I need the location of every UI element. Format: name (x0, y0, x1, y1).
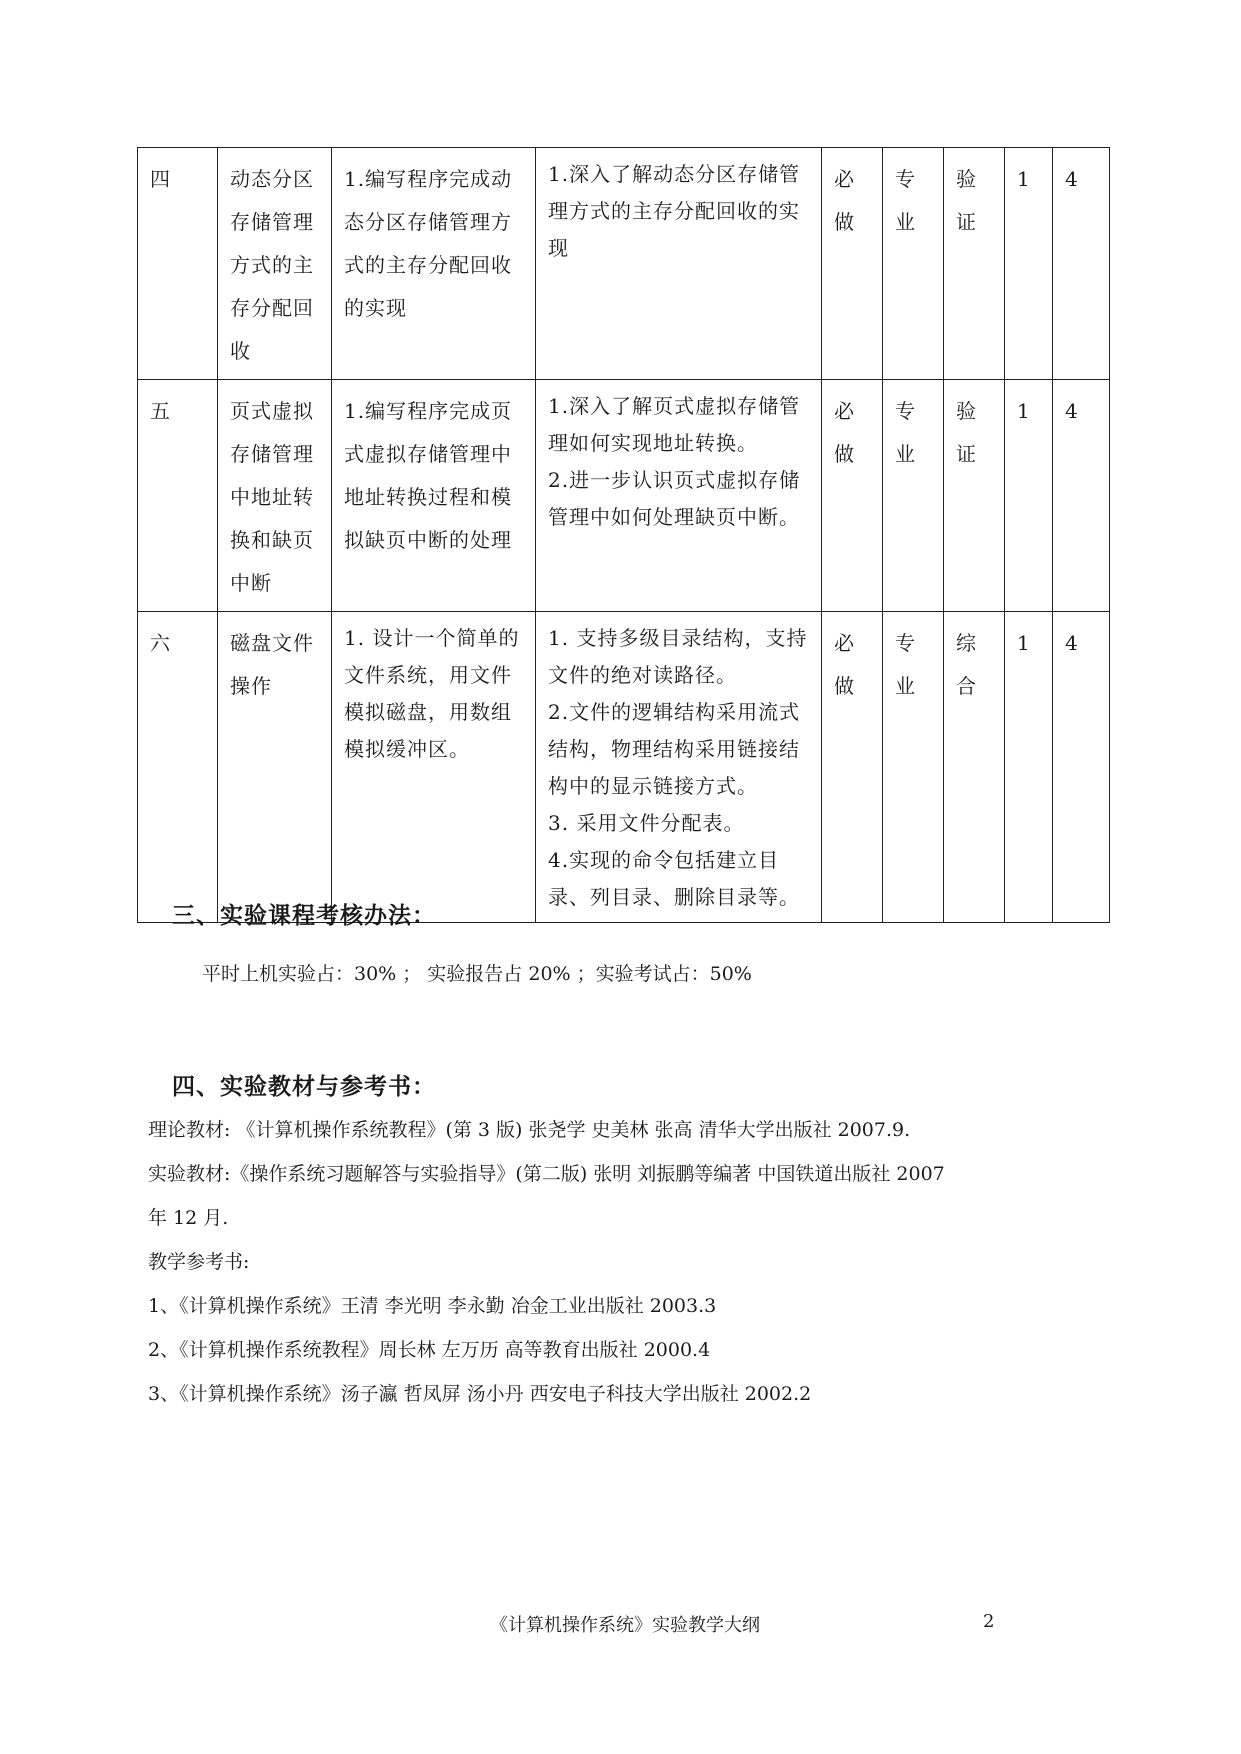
section-heading-textbooks: 四、实验教材与参考书： (172, 1074, 436, 1100)
table-row (138, 148, 1110, 380)
experiment-category: 专业 (883, 148, 944, 380)
experiment-groups: 1 (1005, 612, 1053, 923)
experiment-content: 1. 设计一个简单的文件系统，用文件模拟磁盘，用数组模拟缓冲区。 (332, 612, 536, 923)
experiment-hours: 4 (1053, 612, 1110, 923)
requirement-item: 2.文件的逻辑结构采用流式结构，物理结构采用链接结构中的显示链接方式。 (548, 700, 801, 798)
experiment-category: 专业 (883, 380, 944, 612)
experiment-type: 必做 (822, 612, 883, 923)
table-row (138, 612, 1110, 923)
experiment-number: 四 (138, 148, 218, 380)
experiment-content: 1.编写程序完成动态分区存储管理方式的主存分配回收的实现 (332, 148, 536, 380)
lab-textbook: 实验教材:《操作系统习题解答与实验指导》(第二版) 张明 刘振鹏等编著 中国铁道出版社 2007 (148, 1163, 945, 1185)
references-label: 教学参考书: (148, 1251, 250, 1273)
experiment-groups: 1 (1005, 380, 1053, 612)
requirement-item: 1.深入了解动态分区存储管理方式的主存分配回收的实现 (548, 162, 801, 260)
experiment-nature: 验证 (944, 148, 1005, 380)
experiment-name: 动态分区存储管理方式的主存分配回收 (218, 148, 332, 380)
experiment-name: 磁盘文件操作 (218, 612, 332, 923)
reference-item: 2、《计算机操作系统教程》周长林 左万历 高等教育出版社 2000.4 (148, 1339, 711, 1361)
experiment-nature: 综合 (944, 612, 1005, 923)
experiment-requirements (536, 380, 822, 612)
experiment-hours: 4 (1053, 380, 1110, 612)
experiment-type: 必做 (822, 380, 883, 612)
experiment-type: 必做 (822, 148, 883, 380)
requirement-item: 1.深入了解页式虚拟存储管理如何实现地址转换。 (548, 394, 801, 455)
reference-item: 1、《计算机操作系统》王清 李光明 李永勤 冶金工业出版社 2003.3 (148, 1295, 717, 1317)
requirement-item: 1. 支持多级目录结构，支持文件的绝对读路径。 (548, 626, 808, 687)
table-row (138, 380, 1110, 612)
reference-item: 3、《计算机操作系统》汤子瀛 哲凤屏 汤小丹 西安电子科技大学出版社 2002.2 (148, 1383, 812, 1405)
footer-title: 《计算机操作系统》实验教学大纲 (490, 1615, 760, 1636)
experiment-category: 专业 (883, 612, 944, 923)
requirement-item: 3. 采用文件分配表。 (548, 811, 745, 835)
lab-textbook-continued: 年 12 月. (148, 1207, 229, 1229)
assessment-text: 平时上机实验占：30% ； 实验报告占 20% ；实验考试占：50% (202, 963, 752, 985)
experiment-requirements (536, 148, 822, 380)
experiment-content: 1.编写程序完成页式虚拟存储管理中地址转换过程和模拟缺页中断的处理 (332, 380, 536, 612)
experiment-number: 六 (138, 612, 218, 923)
experiment-requirements (536, 612, 822, 923)
experiment-number: 五 (138, 380, 218, 612)
requirement-item: 4.实现的命令包括建立目录、列目录、删除目录等。 (548, 848, 800, 909)
experiment-groups: 1 (1005, 148, 1053, 380)
experiment-table (137, 147, 1110, 923)
page-number: 2 (983, 1611, 995, 1632)
experiment-name: 页式虚拟存储管理中地址转换和缺页中断 (218, 380, 332, 612)
experiment-nature: 验证 (944, 380, 1005, 612)
theory-textbook: 理论教材: 《计算机操作系统教程》(第 3 版) 张尧学 史美林 张高 清华大学出版社 2007.9. (148, 1119, 911, 1141)
section-heading-assessment: 三、实验课程考核办法： (172, 903, 436, 929)
experiment-hours: 4 (1053, 148, 1110, 380)
requirement-item: 2.进一步认识页式虚拟存储管理中如何处理缺页中断。 (548, 468, 801, 529)
